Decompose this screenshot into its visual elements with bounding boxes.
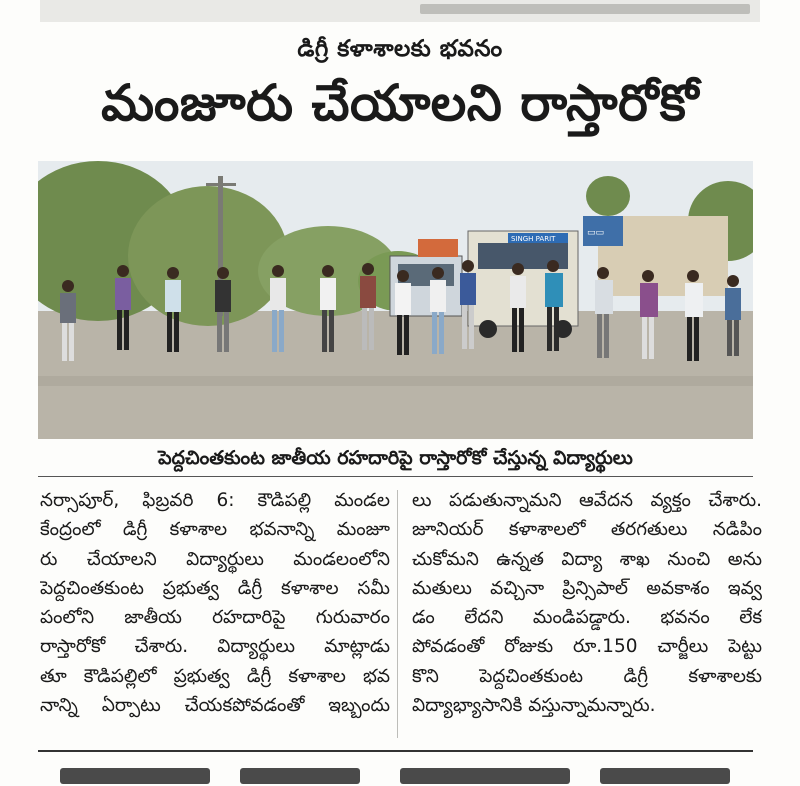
body-line: చుకోమని ఉన్నత విద్యా శాఖ నుంచి అను [412,548,762,570]
cropped-text-fragment [400,768,570,784]
previous-article-fragment [40,0,760,22]
section-rule [38,750,753,752]
body-line: నాన్ని ఏర్పాటు చేయకపోవడంతో ఇబ్బందు [40,695,390,717]
cropped-text-fragment [600,768,730,784]
article-body-right-column [412,486,762,720]
protest-photo-illustration [38,161,753,439]
headline: మంజూరు చేయాలని రాస్తారోకో [101,74,699,132]
article-body-left-column [40,486,390,720]
shop-sign-icon: ▭▭ [587,228,605,238]
cropped-text-fragment [240,768,360,784]
body-line: డం లేదని మండిపడ్డారు. భవనం లేక [412,607,762,629]
body-line: రాస్తారోకో చేశారు. విద్యార్థులు మాట్లాడు [40,636,390,658]
body-line: రు చేయాలని విద్యార్థులు మండలంలోని [40,548,390,570]
body-line: తూ కౌడిపల్లిలో ప్రభుత్వ డిగ్రీ కళాశాల భవ [40,665,390,687]
column-divider [397,490,398,738]
photo-caption: పెద్దచింతకుంట జాతీయ రహదారిపై రాస్తారోకో చేస్తున్న విద్యార్థులు [38,440,753,477]
body-line: విద్యాభ్యాసానికి వస్తున్నామన్నారు. [412,695,656,717]
next-article-fragment [40,760,755,786]
cropped-text-fragment [420,4,750,14]
vehicle-board-text: SINGH PARIT [511,235,556,243]
body-line: జూనియర్ కళాశాలలో తరగతులు నడిపిం [412,519,762,541]
body-line: పెద్దచింతకుంట ప్రభుత్వ డిగ్రీ కళాశాల సమీ [40,577,390,599]
body-line: లు పడుతున్నామని ఆవేదన వ్యక్తం చేశారు. [412,490,762,511]
body-line: కొని పెద్దచింతకుంట డిగ్రీ కళాశాలకు [412,665,762,687]
cropped-text-fragment [60,768,210,784]
body-line: కేంద్రంలో డిగ్రీ కళాశాల భవనాన్ని మంజూ [40,519,390,541]
body-line: పంలోని జాతీయ రహదారిపై గురువారం [40,607,390,629]
body-line: పోవడంతో రోజుకు రూ.150 చార్జీలు పెట్టు [412,636,762,658]
body-line: నర్సాపూర్, ఫిబ్రవరి 6: కౌడిపల్లి మండల [40,490,390,511]
body-line: మతులు వచ్చినా ప్రిన్సిపాల్ అవకాశం ఇవ్వ [412,577,762,599]
subheadline: డిగ్రీ కళాశాలకు భవనం [297,36,503,62]
news-photo [38,161,753,439]
